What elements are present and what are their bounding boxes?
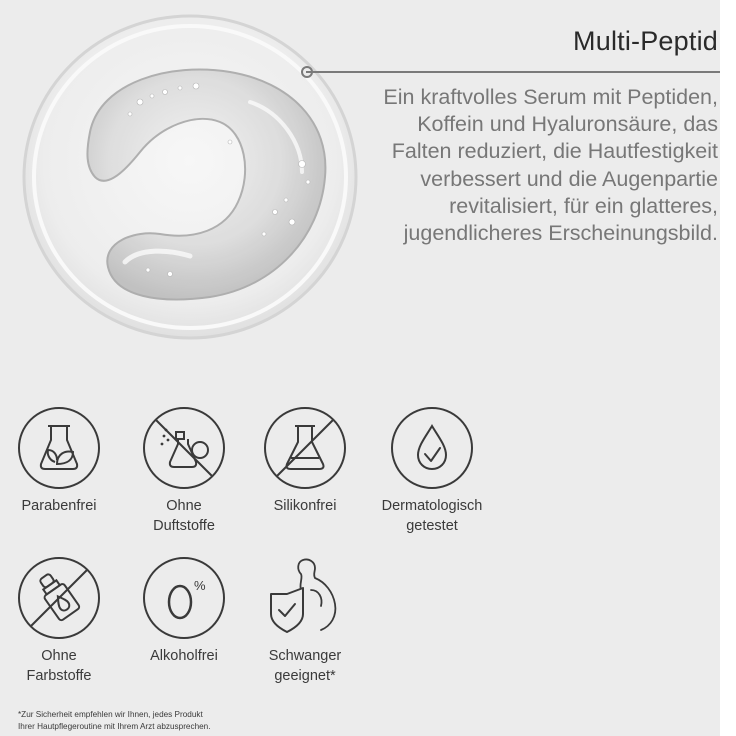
svg-text:%: % xyxy=(194,578,206,593)
feature-label: Alkoholfrei xyxy=(150,648,218,664)
zero-percent-icon xyxy=(142,556,226,640)
feature-silikonfrei xyxy=(238,406,372,516)
product-title: Multi-Peptid xyxy=(573,26,718,56)
feature-label: Schwanger geeignet* xyxy=(268,648,342,684)
feature-dermatologisch-getestet xyxy=(365,406,499,536)
no-silicone-flask-icon xyxy=(263,406,347,490)
product-description: Ein kraftvolles Serum mit Peptiden, Koffein und Hyaluronsäure, das Falten reduziert, die Hautfestigkeit verbessert und die Augenpartie revitalisiert, für ein glatteres, jugendlicheres Erscheinungsbild. xyxy=(383,85,718,246)
drop-check-icon xyxy=(390,406,474,490)
no-perfume-icon xyxy=(142,406,226,490)
connector-line xyxy=(306,71,720,73)
feature-ohne-duftstoffe xyxy=(117,406,251,536)
flask-leaf-icon xyxy=(17,406,101,490)
pregnancy-shield-icon xyxy=(263,556,347,640)
serum-petri-dish-image xyxy=(20,12,360,342)
feature-schwanger-geeignet xyxy=(238,556,372,686)
feature-label: Parabenfrei xyxy=(21,498,97,514)
feature-label: Silikonfrei xyxy=(273,498,337,514)
feature-ohne-farbstoffe xyxy=(0,556,126,686)
no-dropper-bottle-icon xyxy=(17,556,101,640)
feature-label: Dermatologisch getestet xyxy=(381,498,483,534)
feature-alkoholfrei xyxy=(117,556,251,666)
feature-label: Ohne Farbstoffe xyxy=(26,648,92,684)
footnote: *Zur Sicherheit empfehlen wir Ihnen, jedes Produkt Ihrer Hautpflegeroutine mit Ihrem Arzt abzusprechen. xyxy=(18,710,211,731)
feature-label: Ohne Duftstoffe xyxy=(153,498,215,534)
feature-parabenfrei xyxy=(0,406,126,516)
